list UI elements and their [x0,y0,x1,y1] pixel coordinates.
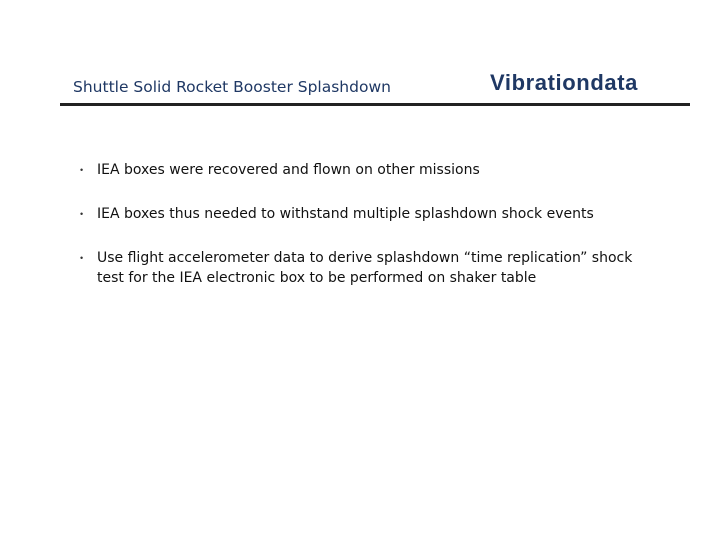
bullet-text: IEA boxes thus needed to withstand multiple splashdown shock events [97,206,594,222]
bullet-text: Use flight accelerometer data to derive splashdown “time replication” shock test for the IEA electronic box to be performed on shaker table [97,250,633,286]
bullet-item [80,204,680,224]
bullet-text: IEA boxes were recovered and flown on other missions [97,162,480,178]
bullet-dot-icon: • [80,165,84,175]
slide-title: Shuttle Solid Rocket Booster Splashdown [73,78,391,96]
bullet-item [80,160,680,180]
header-divider [60,103,690,106]
brand-logo-text: Vibrationdata [490,70,638,95]
bullet-dot-icon: • [80,253,84,263]
bullet-item [80,248,680,288]
bullet-dot-icon: • [80,209,84,219]
